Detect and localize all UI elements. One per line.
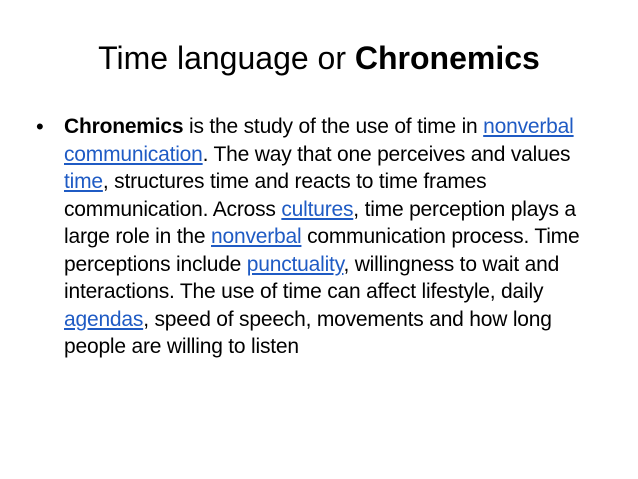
link-communication[interactable]: communication: [64, 142, 203, 166]
text-run: . The way that one perceives and values: [202, 142, 571, 166]
bullet-item: [36, 113, 596, 361]
text-run: , speed of speech, movements and how long people are willing to listen: [64, 307, 552, 358]
link-cultures[interactable]: cultures: [281, 197, 354, 221]
text-run: , willingness to wait and interactions. The use of time can affect lifestyle, daily: [64, 252, 560, 303]
title-plain: Time language or: [98, 40, 355, 76]
link-punctuality[interactable]: punctuality: [246, 252, 344, 276]
text-run: , structures time and reacts to time frames communication. Across: [64, 170, 487, 221]
bullet-paragraph: [64, 113, 596, 361]
link-time[interactable]: time: [64, 170, 103, 193]
title-bold: Chronemics: [354, 40, 540, 76]
text-run: communication process. Time perceptions include: [64, 225, 580, 276]
term-bold: Chronemics: [64, 115, 184, 138]
link-nonverbal[interactable]: nonverbal: [483, 115, 574, 138]
link-nonverbal-2[interactable]: nonverbal: [211, 225, 302, 248]
text-run: is the study of the use of time in: [183, 115, 484, 138]
bullet-icon: •: [36, 114, 44, 139]
text-run: , time perception plays a large role in the: [64, 197, 576, 248]
slide-title: [0, 36, 638, 80]
slide-body: [36, 113, 596, 361]
link-agendas[interactable]: agendas: [64, 307, 144, 331]
